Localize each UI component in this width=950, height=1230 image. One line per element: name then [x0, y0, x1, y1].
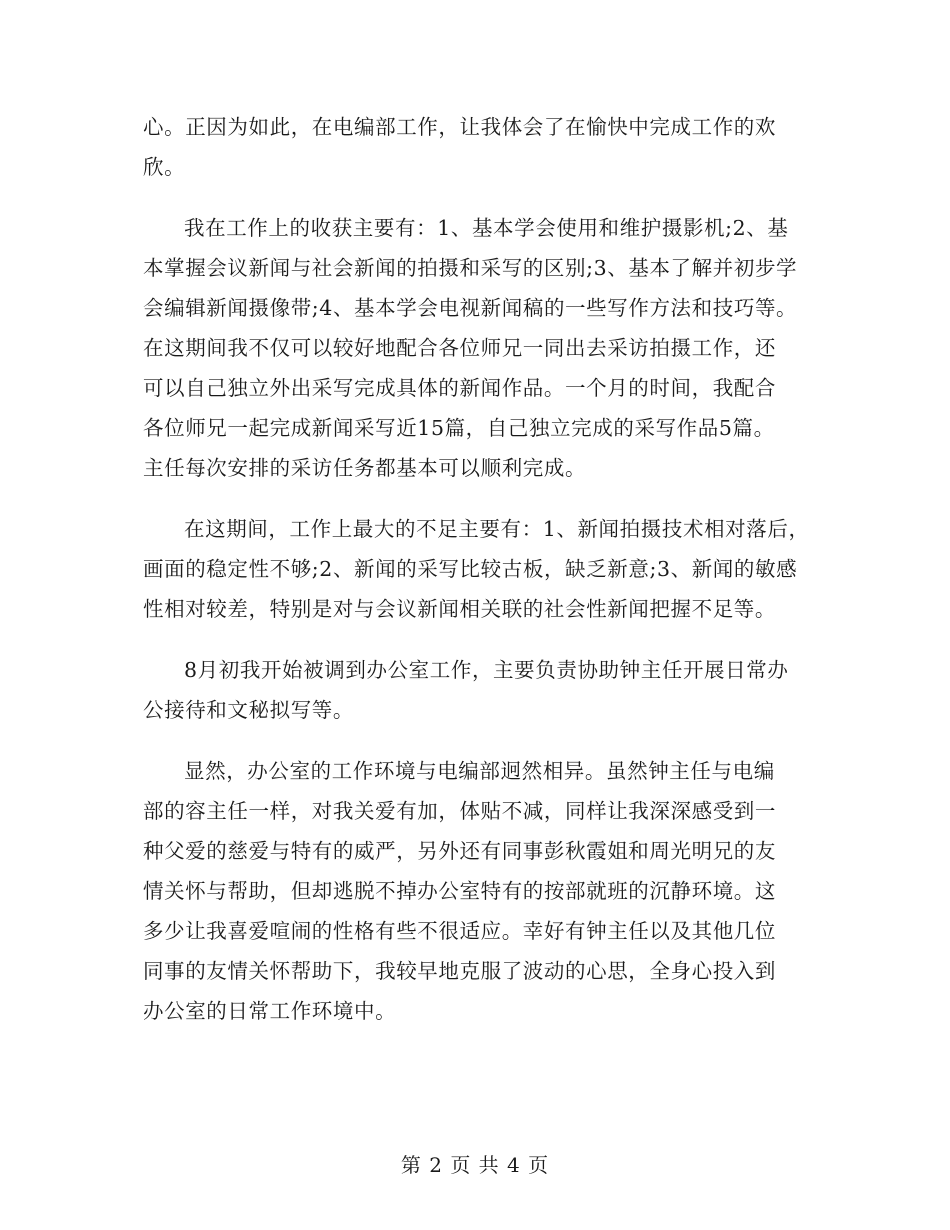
paragraph-1	[143, 107, 808, 187]
text-line: 各位师兄一起完成新闻采写近15篇，自己独立完成的采写作品5篇。	[143, 416, 775, 440]
text-line: 显然，办公室的工作环境与电编部迥然相异。虽然钟主任与电编	[184, 759, 775, 783]
text-line: 我在工作上的收获主要有：1、基本学会使用和维护摄影机;2、基	[184, 216, 789, 240]
text-line: 会编辑新闻摄像带;4、基本学会电视新闻稿的一些写作方法和技巧等。	[143, 296, 798, 320]
text-line: 性相对较差，特别是对与会议新闻相关联的社会性新闻把握不足等。	[143, 597, 776, 621]
text-line: 在这期间，工作上最大的不足主要有：1、新闻拍摄技术相对落后，	[184, 517, 810, 541]
text-line: 欣。	[143, 155, 186, 179]
paragraph-4	[143, 650, 808, 730]
text-line: 8月初我开始被调到办公室工作，主要负责协助钟主任开展日常办	[184, 658, 789, 682]
text-line: 种父爱的慈爱与特有的威严，另外还有同事彭秋霞姐和周光明兄的友	[143, 839, 776, 863]
paragraph-5	[143, 751, 808, 1031]
text-line: 部的容主任一样，对我关爱有加，体贴不减，同样让我深深感受到一	[143, 799, 776, 823]
text-line: 在这期间我不仅可以较好地配合各位师兄一同出去采访拍摄工作，还	[143, 336, 776, 360]
paragraph-2	[143, 208, 808, 488]
document-body	[143, 107, 808, 1052]
text-line: 主任每次安排的采访任务都基本可以顺利完成。	[143, 456, 587, 480]
paragraph-3	[143, 509, 808, 629]
text-line: 情关怀与帮助，但却逃脱不掉办公室特有的按部就班的沉静环境。这	[143, 879, 776, 903]
text-line: 多少让我喜爱喧闹的性格有些不很适应。幸好有钟主任以及其他几位	[143, 919, 776, 943]
text-line: 心。正因为如此，在电编部工作，让我体会了在愉快中完成工作的欢	[143, 115, 776, 139]
text-line: 办公室的日常工作环境中。	[143, 999, 397, 1023]
text-line: 可以自己独立外出采写完成具体的新闻作品。一个月的时间，我配合	[143, 376, 776, 400]
page-number-footer: 第 2 页 共 4 页	[400, 1153, 550, 1177]
text-line: 本掌握会议新闻与社会新闻的拍摄和采写的区别;3、基本了解并初步学	[143, 256, 798, 280]
text-line: 同事的友情关怀帮助下，我较早地克服了波动的心思，全身心投入到	[143, 959, 776, 983]
text-line: 公接待和文秘拟写等。	[143, 698, 354, 722]
text-line: 画面的稳定性不够;2、新闻的采写比较古板，缺乏新意;3、新闻的敏感	[143, 557, 798, 581]
